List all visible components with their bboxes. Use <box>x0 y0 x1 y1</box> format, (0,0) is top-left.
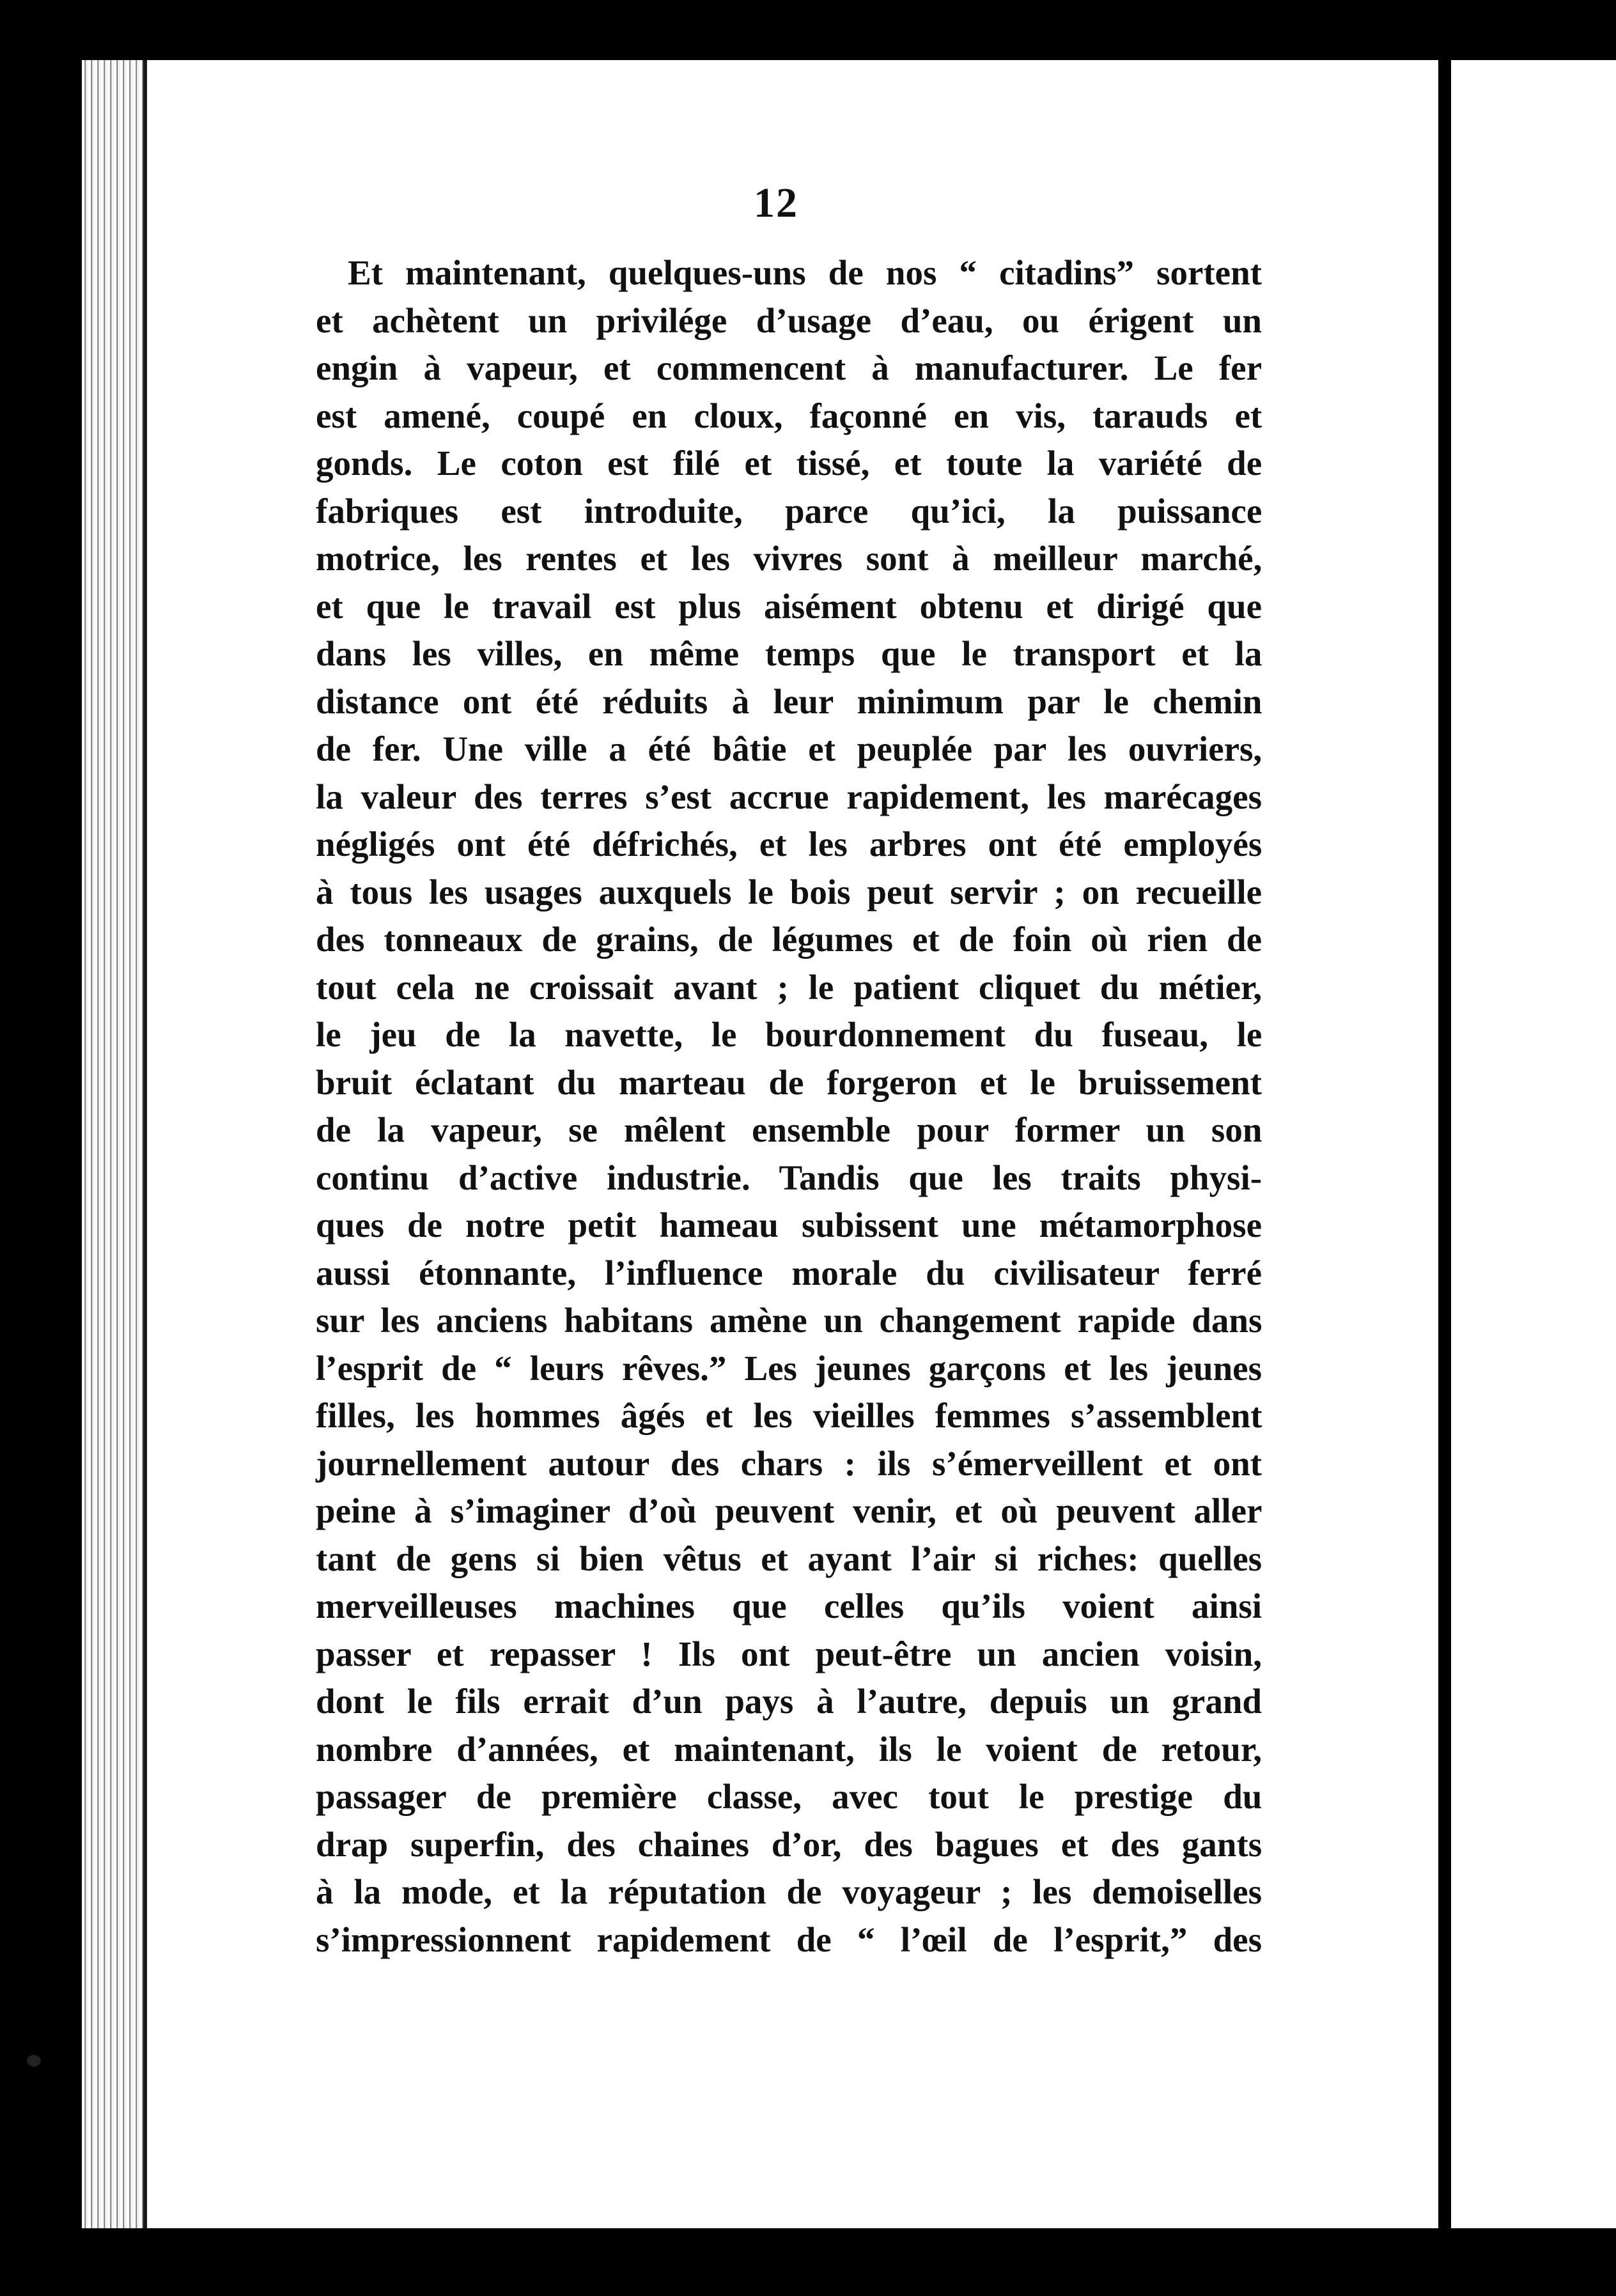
text-line: et achètent un privilége d’usage d’eau, ou érigent un <box>316 300 1262 340</box>
text-line: engin à vapeur, et commencent à manufacturer. Le fer <box>316 348 1262 387</box>
text-line: de la vapeur, se mêlent ensemble pour former un son <box>316 1110 1262 1149</box>
text-line: tant de gens si bien vêtus et ayant l’air si riches: quelles <box>316 1539 1262 1578</box>
text-line: nombre d’années, et maintenant, ils le voient de retour, <box>316 1729 1262 1769</box>
text-line: dont le fils errait d’un pays à l’autre, depuis un grand <box>316 1682 1262 1721</box>
text-line: la valeur des terres s’est accrue rapidement, les marécages <box>316 777 1262 816</box>
adjacent-page-edge <box>1451 60 1616 2228</box>
body-text <box>316 249 1262 1964</box>
text-line: à la mode, et la réputation de voyageur ; les demoiselles <box>316 1872 1262 1911</box>
text-line: des tonneaux de grains, de légumes et de foin où rien de <box>316 920 1262 959</box>
text-line: sur les anciens habitans amène un changement rapide dans <box>316 1301 1262 1340</box>
page-number: 12 <box>754 180 798 226</box>
text-line: tout cela ne croissait avant ; le patient cliquet du métier, <box>316 967 1262 1007</box>
text-line: journellement autour des chars : ils s’émerveillent et ont <box>316 1443 1262 1483</box>
text-line: drap superfin, des chaines d’or, des bagues et des gants <box>316 1824 1262 1864</box>
text-line: dans les villes, en même temps que le transport et la <box>316 634 1262 673</box>
scan-speck <box>27 2055 41 2067</box>
text-line: continu d’active industrie. Tandis que les traits physi- <box>316 1158 1262 1197</box>
page-binding-edge <box>143 60 147 2228</box>
text-line: merveilleuses machines que celles qu’ils voient ainsi <box>316 1586 1262 1625</box>
text-line: passer et repasser ! Ils ont peut-être un ancien voisin, <box>316 1634 1262 1673</box>
text-line: ques de notre petit hameau subissent une métamorphose <box>316 1206 1262 1245</box>
text-line: bruit éclatant du marteau de forgeron et le bruissement <box>316 1062 1262 1102</box>
text-line: de fer. Une ville a été bâtie et peuplée par les ouvriers, <box>316 729 1262 768</box>
text-line: et que le travail est plus aisément obtenu et dirigé que <box>316 586 1262 626</box>
text-line: à tous les usages auxquels le bois peut servir ; on recueille <box>316 872 1262 911</box>
text-line: gonds. Le coton est filé et tissé, et toute la variété de <box>316 444 1262 483</box>
text-line: le jeu de la navette, le bourdonnement du fuseau, le <box>316 1015 1262 1054</box>
text-line: motrice, les rentes et les vivres sont à meilleur marché, <box>316 539 1262 578</box>
text-line: négligés ont été défrichés, et les arbres ont été employés <box>316 825 1262 864</box>
page-binding-gutter <box>82 60 146 2228</box>
text-line: est amené, coupé en cloux, façonné en vis, tarauds et <box>316 396 1262 435</box>
text-line: aussi étonnante, l’influence morale du civilisateur ferré <box>316 1253 1262 1292</box>
text-line: Et maintenant, quelques-uns de nos “ citadins” sortent <box>348 253 1262 292</box>
text-line: peine à s’imaginer d’où peuvent venir, et où peuvent aller <box>316 1491 1262 1530</box>
text-line: fabriques est introduite, parce qu’ici, la puissance <box>316 491 1262 531</box>
text-line: filles, les hommes âgés et les vieilles femmes s’assemblent <box>316 1396 1262 1435</box>
page-divider <box>1438 60 1451 2228</box>
text-line: s’impressionnent rapidement de “ l’œil de l’esprit,” des <box>316 1920 1262 1959</box>
text-line: distance ont été réduits à leur minimum par le chemin <box>316 681 1262 721</box>
text-line: l’esprit de “ leurs rêves.” Les jeunes garçons et les jeunes <box>316 1348 1262 1388</box>
text-line: passager de première classe, avec tout le prestige du <box>316 1777 1262 1816</box>
